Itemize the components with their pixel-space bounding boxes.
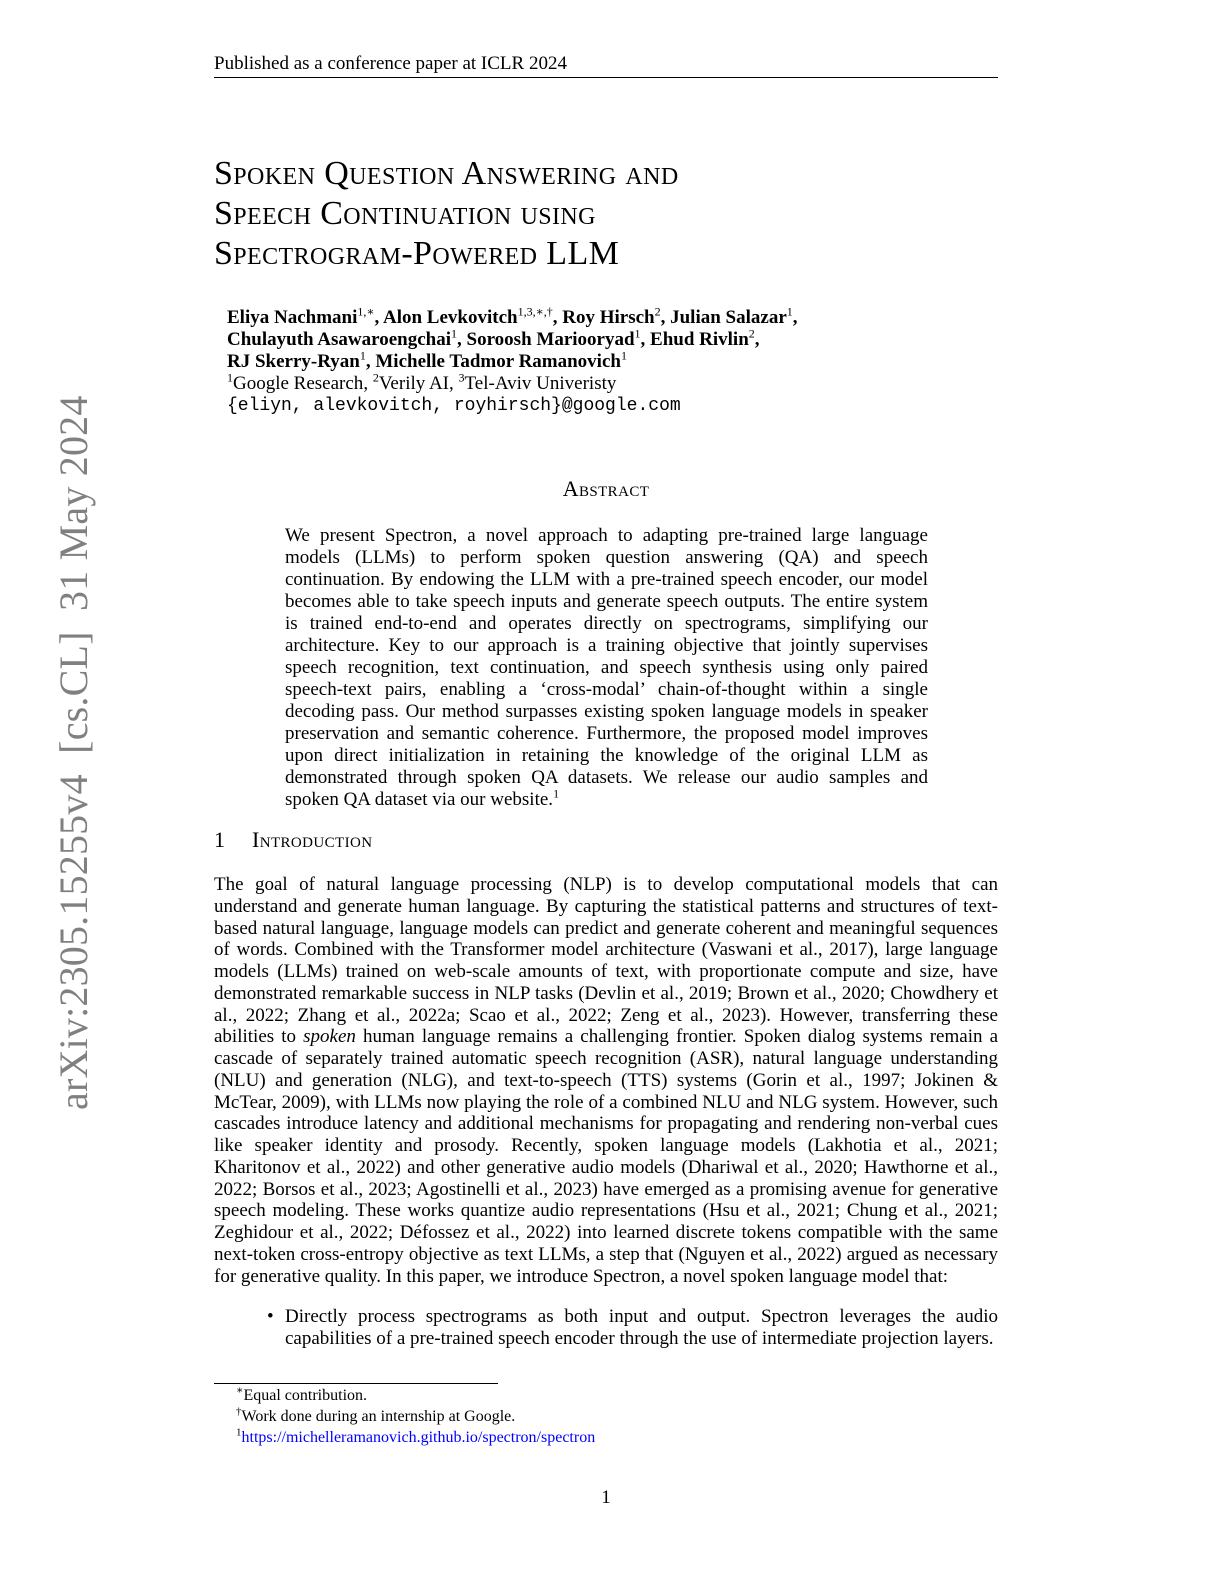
- venue-text: Published as a conference paper at ICLR 2024: [214, 53, 567, 74]
- affiliations-line: [227, 370, 987, 395]
- author-separator: ,: [792, 307, 798, 328]
- introduction-paragraph: [214, 874, 998, 1287]
- footnote-mark: ∗: [236, 1384, 244, 1397]
- intro-emphasis: spoken: [303, 1026, 356, 1048]
- section-number: 1: [214, 827, 226, 852]
- author-name: Eliya Nachmani: [227, 307, 358, 328]
- author-block: [227, 304, 987, 417]
- affiliation-mark: 3: [458, 370, 465, 385]
- footnote-mark: †: [236, 1405, 242, 1418]
- author-name: Ehud Rivlin: [650, 329, 749, 350]
- author-name: Chulayuth Asawaroengchai: [227, 329, 452, 350]
- page-number: 1: [601, 1487, 611, 1508]
- footnote-divider: [214, 1383, 498, 1384]
- author-name: Michelle Tadmor Ramanovich: [375, 351, 621, 372]
- abstract-footnote-mark: 1: [553, 786, 560, 801]
- footnote-mark: 1: [236, 1426, 242, 1439]
- author-marks: 1: [620, 348, 627, 363]
- footnote: [236, 1385, 998, 1406]
- section-title: Introduction: [252, 827, 373, 852]
- author-name: Julian Salazar: [670, 307, 787, 328]
- title-line: Spectrogram-Powered LLM: [214, 235, 620, 272]
- author-marks: 1: [786, 304, 793, 319]
- affiliation-separator: ,: [363, 373, 373, 394]
- author-marks: 1: [451, 326, 458, 341]
- affiliation-separator: ,: [449, 373, 459, 394]
- author-separator: ,: [457, 329, 467, 350]
- author-line-1: [227, 304, 987, 329]
- paper-title: [214, 154, 974, 274]
- project-website-link[interactable]: https://michelleramanovich.github.io/spectron/spectron: [241, 1429, 596, 1446]
- author-separator: ,: [660, 307, 671, 328]
- list-item-text: Directly process spectrograms as both input and output. Spectron leverages the audio capabilities of a pre-trained speech encoder through the use of intermediate projection layers.: [285, 1306, 998, 1349]
- abstract-text: We present Spectron, a novel approach to adapting pre-trained large language models (LLMs) to perform spoken question answering (QA) and speech continuation. By endowing the LLM with a pre-trained speech encoder, our model becomes able to take speech inputs and generate speech outputs. The entire system is trained end-to-end and operates directly on spectrograms, simplifying our architecture. Key to our approach is a training objective that jointly supervises speech recognition, text continuation, and speech synthesis using only paired speech-text pairs, enabling a ‘cross-modal’ chain-of-thought within a single decoding pass. Our method surpasses existing spoken language models in speaker preservation and semantic coherence. Furthermore, the proposed model improves upon direct initialization in retaining the knowledge of the original LLM as demonstrated through spoken QA datasets. We release our audio samples and spoken QA dataset via our website.: [285, 525, 928, 810]
- affiliation-name: Google Research: [233, 373, 364, 394]
- intro-text-part-1: The goal of natural language processing (NLP) is to develop computational models that can understand and generate human language. By capturing the statistical patterns and structures of text-based natural language, language models can predict and generate coherent and meaningful sequences of words. Combined with the Transformer model architecture (Vaswani et al., 2017), large language models (LLMs) trained on web-scale amounts of text, with proportionate compute and size, have demonstrated remarkable success in NLP tasks (Devlin et al., 2019; Brown et al., 2020; Chowdhery et al., 2022; Zhang et al., 2022a; Scao et al., 2022; Zeng et al., 2023). However, transferring these abilities to: [214, 874, 998, 1048]
- affiliation-mark: 1: [227, 370, 233, 385]
- section-heading-introduction: [214, 827, 372, 853]
- contact-email: {eliyn, alevkovitch, royhirsch}@google.com: [227, 396, 681, 416]
- author-separator: ,: [374, 307, 383, 328]
- author-name: Soroosh Mariooryad: [466, 329, 635, 350]
- arxiv-identifier-stamp: arXiv:2305.15255v4 [cs.CL] 31 May 2024: [51, 395, 96, 1110]
- abstract-body: [285, 525, 928, 811]
- footnote: [236, 1427, 998, 1448]
- author-marks: 1: [634, 326, 641, 341]
- author-separator: ,: [365, 351, 376, 372]
- footnote: [236, 1406, 998, 1427]
- footnote-text: Work done during an internship at Google.: [241, 1408, 516, 1425]
- author-line-2: [227, 326, 987, 351]
- abstract-heading: Abstract: [562, 476, 650, 501]
- title-line: Spoken Question Answering and: [214, 155, 679, 192]
- intro-text-part-2: human language remains a challenging frontier. Spoken dialog systems remain a cascade of separately trained automatic speech recognition (ASR), natural language understanding (NLU) and generation (NLG), and text-to-speech (TTS) systems (Gorin et al., 1997; Jokinen & McTear, 2009), with LLMs now playing the role of a combined NLU and NLG system. However, such cascades introduce latency and additional mechanisms for propagating and rendering non-verbal cues like speaker identity and prosody. Recently, spoken language models (Lakhotia et al., 2021; Kharitonov et al., 2022) and other generative audio models (Dhariwal et al., 2020; Hawthorne et al., 2022; Borsos et al., 2023; Agostinelli et al., 2023) have emerged as a promising avenue for generative speech modeling. These works quantize audio representations (Hsu et al., 2021; Chung et al., 2021; Zeghidour et al., 2022; Défossez et al., 2022) into learned discrete tokens compatible with the same next-token cross-entropy objective as text LLMs, a step that (Nguyen et al., 2022) argued as necessary for generative quality. In this paper, we introduce Spectron, a novel spoken language model that:: [214, 1026, 999, 1287]
- bullet-icon: •: [267, 1306, 274, 1327]
- affiliation-mark: 2: [372, 370, 379, 385]
- author-marks: 2: [748, 326, 755, 341]
- author-marks: 1,3,∗,†: [517, 304, 553, 319]
- running-header: [214, 52, 998, 78]
- footnote-text: Equal contribution.: [243, 1387, 368, 1404]
- author-name: RJ Skerry-Ryan: [227, 351, 360, 372]
- affiliation-name: Tel-Aviv Univeristy: [464, 373, 617, 394]
- author-marks: 1,∗: [357, 304, 375, 319]
- footnotes: [236, 1385, 998, 1448]
- affiliation-name: Verily AI: [378, 373, 449, 394]
- author-separator: ,: [754, 329, 760, 350]
- list-item: [214, 1306, 998, 1350]
- author-marks: 1: [359, 348, 366, 363]
- author-marks: 2: [654, 304, 661, 319]
- author-line-3: [227, 348, 987, 373]
- title-line: Speech Continuation using: [214, 195, 596, 232]
- author-name: Roy Hirsch: [562, 307, 655, 328]
- author-separator: ,: [640, 329, 651, 350]
- contribution-list: [214, 1306, 998, 1350]
- author-separator: ,: [552, 307, 563, 328]
- author-name: Alon Levkovitch: [382, 307, 518, 328]
